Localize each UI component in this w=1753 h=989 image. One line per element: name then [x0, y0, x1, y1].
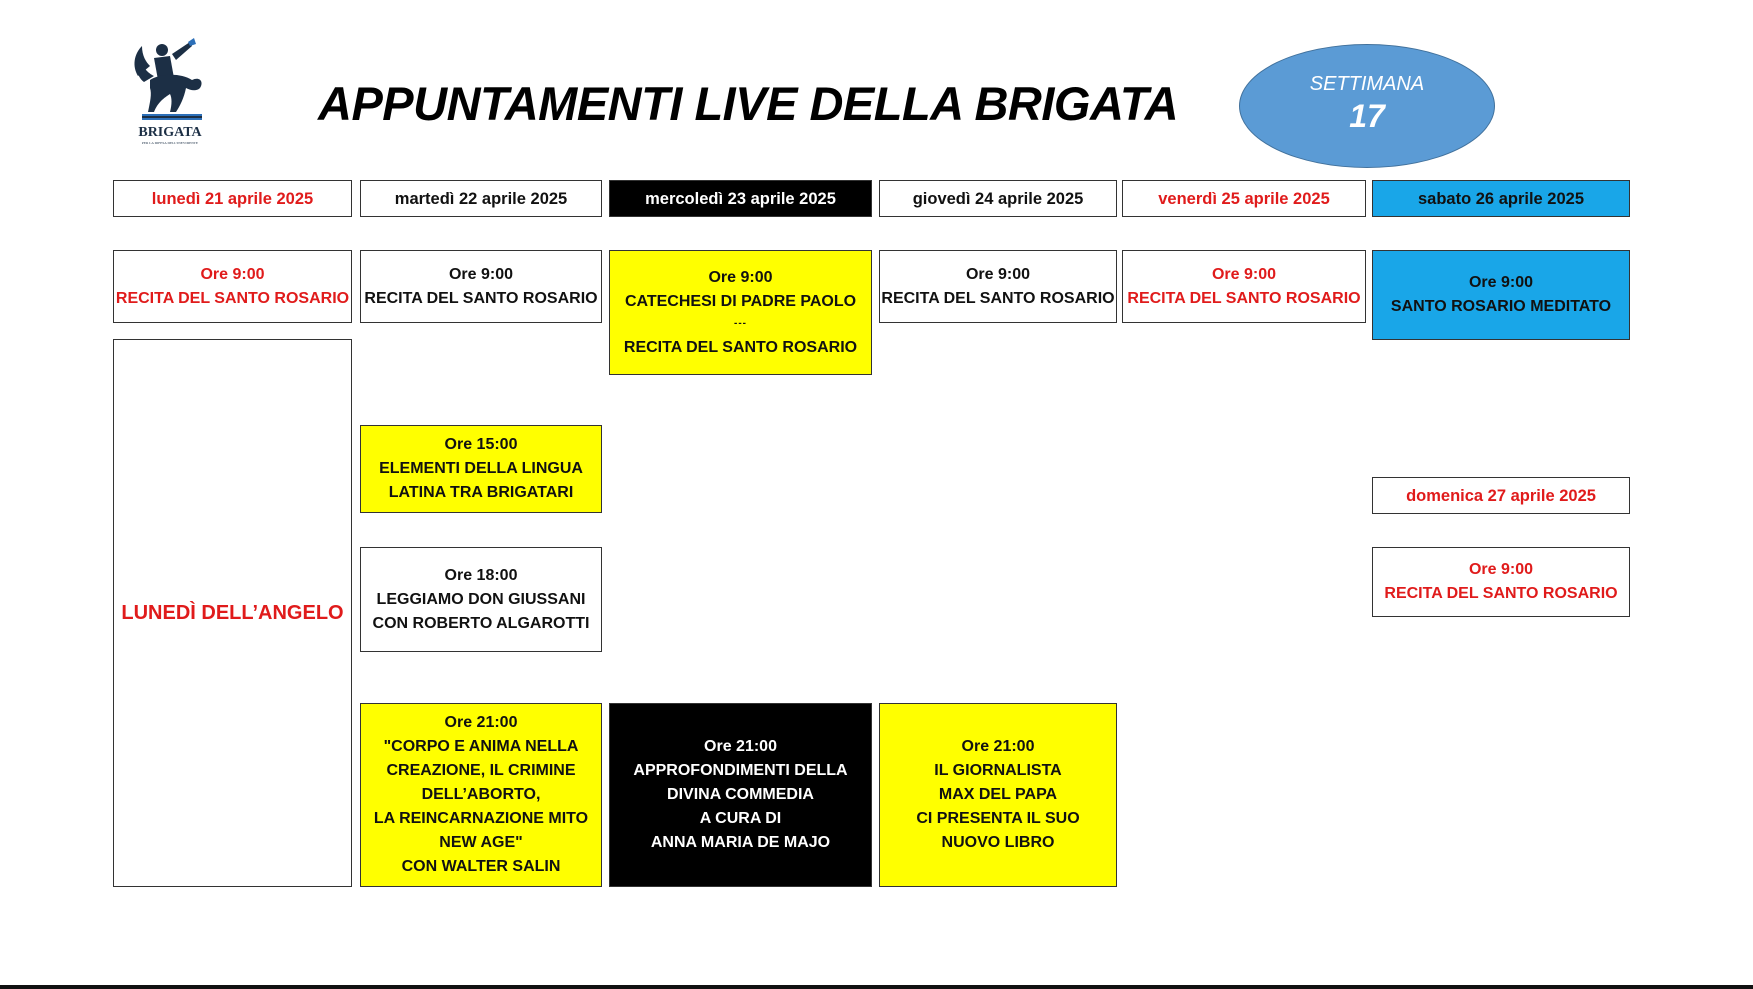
event-time: Ore 9:00 — [1468, 274, 1534, 291]
day-header-wed: mercoledì 23 aprile 2025 — [609, 180, 872, 217]
event-tue-2100 — [360, 703, 602, 887]
event-sun-0900 — [1372, 547, 1630, 617]
week-label: SETTIMANA — [1309, 73, 1425, 95]
knight-on-horse-icon — [128, 36, 212, 122]
logo-text: BRIGATA — [138, 125, 202, 140]
day-header-thu: giovedì 24 aprile 2025 — [879, 180, 1117, 217]
event-thu-2100 — [879, 703, 1117, 887]
event-title-line: LA REINCARNAZIONE MITO — [373, 810, 589, 827]
event-title-line: CREAZIONE, IL CRIMINE — [386, 762, 576, 779]
event-time: Ore 9:00 — [200, 265, 265, 283]
event-title: CATECHESI DI PADRE PAOLO — [624, 292, 857, 310]
event-tue-1500 — [360, 425, 602, 513]
event-mon-holiday — [113, 339, 352, 887]
event-title-line: LEGGIAMO DON GIUSSANI — [376, 590, 586, 608]
brigata-logo — [128, 36, 212, 146]
event-time: Ore 9:00 — [1468, 561, 1534, 578]
event-title-line: ANNA MARIA DE MAJO — [650, 834, 831, 851]
event-title-line: ELEMENTI DELLA LINGUA — [379, 460, 583, 477]
event-sat-0900 — [1372, 250, 1630, 340]
event-title-line: CON WALTER SALIN — [401, 858, 561, 875]
event-title: RECITA DEL SANTO ROSARIO — [364, 289, 598, 307]
event-thu-0900 — [879, 250, 1117, 323]
event-time: Ore 21:00 — [961, 738, 1035, 755]
event-wed-0900 — [609, 250, 872, 375]
event-time: Ore 9:00 — [965, 265, 1031, 283]
event-wed-2100 — [609, 703, 872, 887]
event-time: Ore 9:00 — [708, 268, 773, 286]
event-time: Ore 21:00 — [704, 738, 777, 755]
event-title-line: "CORPO E ANIMA NELLA — [383, 738, 579, 755]
event-tue-1800 — [360, 547, 602, 652]
day-header-mon: lunedì 21 aprile 2025 — [113, 180, 352, 217]
event-fri-0900 — [1122, 250, 1366, 323]
week-badge — [1239, 44, 1495, 168]
event-title: RECITA DEL SANTO ROSARIO — [115, 289, 350, 307]
day-header-sun: domenica 27 aprile 2025 — [1372, 477, 1630, 514]
day-header-tue: martedì 22 aprile 2025 — [360, 180, 602, 217]
event-title-line: DIVINA COMMEDIA — [667, 786, 814, 803]
day-header-fri: venerdì 25 aprile 2025 — [1122, 180, 1366, 217]
logo-subtext: PER LA DIFESA DELL'INEVIDENTE — [141, 141, 199, 145]
event-time: Ore 21:00 — [444, 714, 518, 731]
event-mon-0900 — [113, 250, 352, 323]
event-title: RECITA DEL SANTO ROSARIO — [623, 338, 858, 356]
event-title-line: NEW AGE" — [439, 834, 523, 851]
event-time: Ore 18:00 — [444, 566, 518, 584]
page-title: APPUNTAMENTI LIVE DELLA BRIGATA — [318, 77, 1179, 130]
event-title: SANTO ROSARIO MEDITATO — [1390, 298, 1612, 315]
event-title-line: IL GIORNALISTA — [934, 762, 1062, 779]
event-separator: --- — [734, 317, 747, 329]
bottom-border — [0, 985, 1753, 989]
event-title-line: LATINA TRA BRIGATARI — [388, 484, 574, 501]
event-title-line: CON ROBERTO ALGAROTTI — [372, 614, 590, 632]
event-title-line: CI PRESENTA IL SUO — [916, 810, 1080, 827]
event-title-line: NUOVO LIBRO — [941, 834, 1055, 851]
day-header-sat: sabato 26 aprile 2025 — [1372, 180, 1630, 217]
event-title: RECITA DEL SANTO ROSARIO — [1127, 289, 1361, 307]
event-time: Ore 9:00 — [448, 265, 514, 283]
event-title-line: APPROFONDIMENTI DELLA — [633, 762, 848, 779]
week-number: 17 — [1349, 98, 1385, 134]
event-tue-0900 — [360, 250, 602, 323]
event-title-line: A CURA DI — [699, 810, 782, 827]
event-title: RECITA DEL SANTO ROSARIO — [1384, 585, 1618, 602]
event-time: Ore 9:00 — [1211, 265, 1277, 283]
event-title: RECITA DEL SANTO ROSARIO — [881, 289, 1115, 307]
event-title-line: DELL’ABORTO, — [421, 786, 541, 803]
event-time: Ore 15:00 — [444, 436, 518, 453]
event-title-line: MAX DEL PAPA — [938, 786, 1058, 803]
holiday-title: LUNEDÌ DELL’ANGELO — [121, 602, 344, 624]
